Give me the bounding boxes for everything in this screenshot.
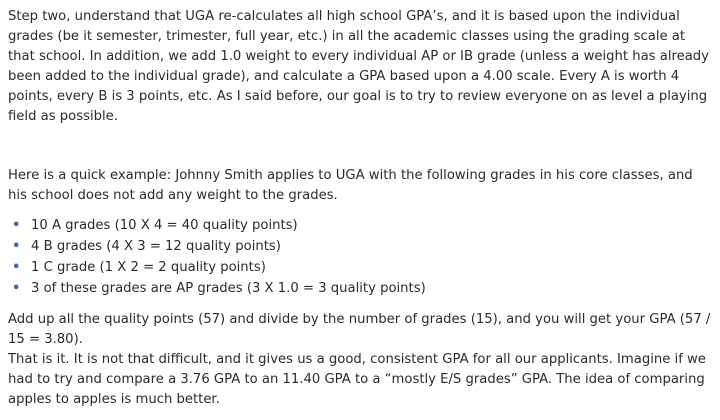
- list-item: [8, 215, 714, 236]
- paragraph-conclusion: That is it. It is not that difficult, and it gives us a good, consistent GPA for all our applicants. Imagine if we had to try and compare a 3.76 GPA to an 11.40 GPA to a “mostly E/S grades” GPA. The idea of comparing apples to apples is much better.: [8, 352, 706, 407]
- paragraph-add-up: Add up all the quality points (57) and divide by the number of grades (15), and you will get your GPA (57 / 15 = 3.80).: [8, 312, 711, 347]
- bullet-icon: •: [12, 239, 21, 254]
- list-item: [8, 278, 714, 299]
- list-item-text: 10 A grades (10 X 4 = 40 quality points): [31, 218, 298, 233]
- bullet-icon: •: [12, 260, 21, 275]
- bullet-icon: •: [12, 218, 21, 233]
- document-body: [8, 7, 714, 410]
- list-item-text: 4 B grades (4 X 3 = 12 quality points): [31, 239, 281, 254]
- list-item-text: 3 of these grades are AP grades (3 X 1.0 = 3 quality points): [31, 281, 426, 296]
- paragraph-step-two: Step two, understand that UGA re-calculates all high school GPA’s, and it is based upon the individual grades (be it semester, trimester, full year, etc.) in all the academic classes using the grading scale at that school. In addition, we add 1.0 weight to every individual AP or IB grade (unless a weight has already been added to the individual grade), and calculate a GPA based upon a 4.00 scale. Every A is worth 4 points, every B is 3 points, etc. As I said before, our goal is to try to review everyone on as level a playing field as possible.: [8, 9, 709, 124]
- list-item: [8, 257, 714, 278]
- paragraph-example-intro: Here is a quick example: Johnny Smith applies to UGA with the following grades in his core classes, and his school does not add any weight to the grades.: [8, 168, 693, 203]
- list-item: [8, 236, 714, 257]
- list-item-text: 1 C grade (1 X 2 = 2 quality points): [31, 260, 266, 275]
- grades-bullet-list: [8, 215, 714, 299]
- bullet-icon: •: [12, 281, 21, 296]
